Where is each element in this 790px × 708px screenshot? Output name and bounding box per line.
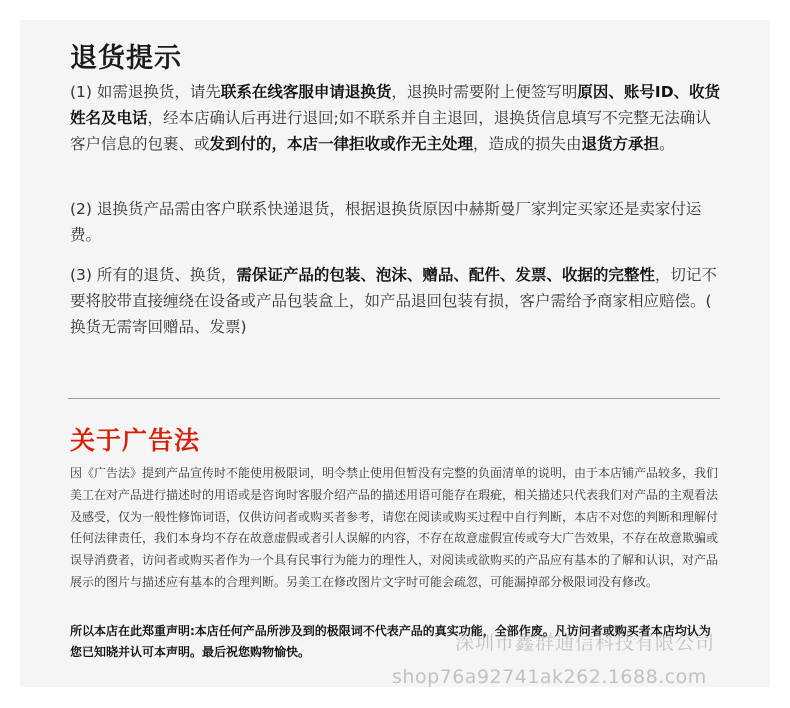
watermark-url: shop76a92741ak262.1688.com [392, 666, 707, 688]
text-segment: ，经本店确认后再进行退回;如不联系并自主退回，退换货信息填写不完整无法确认客户信息的包裹、或 [70, 109, 711, 153]
bold-text-segment: 需保证产品的包装、泡沫、赠品、配件、发票、收据的完整性 [236, 266, 655, 284]
section-divider [68, 398, 720, 399]
text-segment: ，退换时需要附上便签写明 [391, 83, 578, 101]
ad-law-statement: 所以本店在此郑重声明:本店任何产品所涉及到的极限词不代表产品的真实功能，全部作废。凡访问者或购买者本店均认为您已知晓并认可本声明。最后祝您购物愉快。 [70, 624, 711, 659]
text-segment: (1) 如需退换货，请先 [70, 83, 221, 101]
bold-text-segment: 退货方承担 [581, 135, 660, 153]
return-notice-title: 退货提示 [70, 43, 182, 74]
text-segment: ，切记不要将胶带直接缠绕在设备或产品包装盒上，如产品退回包装有损，客户需给予商家相应赔偿。( 换货无需寄回赠品、发票) [70, 266, 717, 336]
bold-text-segment: 原因、账号ID、收货姓名及电话 [70, 83, 721, 127]
bold-text-segment: 联系在线客服申请退换货 [220, 83, 392, 101]
text-segment: 。 [659, 135, 675, 153]
ad-law-body: 因《广告法》提到产品宣传时不能使用极限词，明令禁止使用但暂没有完整的负面清单的说明，由于本店铺产品较多，我们美工在对产品进行描述时的用语或是咨询时客服介绍产品的描述用语可能存在瑕疵，相关描述只代表我们对产品的主观看法及感受，仅为一般性修饰词语，仅供访问者或购买者参考，请您在阅读或购买过程中自行判断，本店不对您的判断和理解付任何法律责任，我们本身均不存在故意虚假或者引人误解的内容，不存在故意虚假宣传或夸大广告效果，不存在故意欺骗或误导消费者，访问者或购买者作为一个具有民事行为能力的理性人，对阅读或欲购买的产品应有基本的了解和认识，对产品展示的图片与描述应有基本的合理判断。另美工在修改图片文字时可能会疏忽，可能漏掉部分极限词没有修改。 [70, 466, 719, 589]
bold-text-segment: 发到付的，本店一律拒收或作无主处理 [209, 135, 474, 153]
text-segment: ，造成的损失由 [473, 135, 582, 153]
return-notice-paragraph-2: (2) 退换货产品需由客户联系快递退货，根据退换货原因中赫斯曼厂家判定买家还是卖家付运费。 [70, 200, 702, 244]
ad-law-title: 关于广告法 [70, 426, 201, 455]
return-notice-paragraph-3 [70, 262, 725, 340]
watermark-company: 深圳市鑫群通信科技有限公司 [455, 632, 716, 654]
return-notice-paragraph-1 [70, 79, 725, 157]
text-segment: (3) 所有的退货、换货， [70, 266, 237, 284]
